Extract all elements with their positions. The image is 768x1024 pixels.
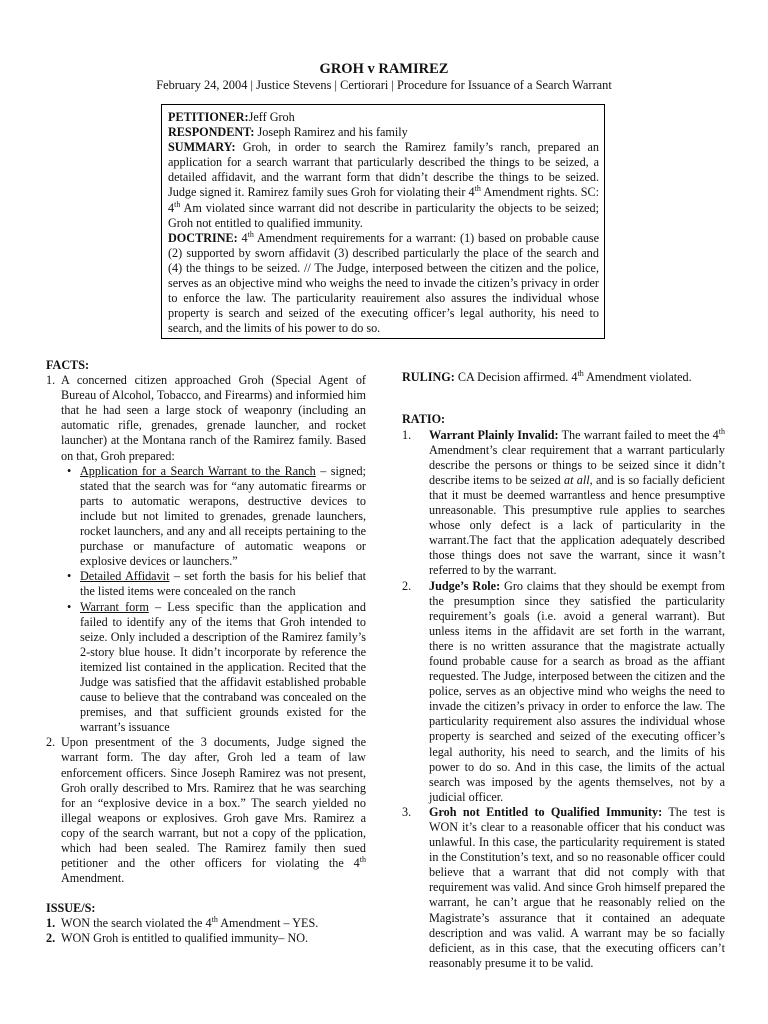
ratio-3-text: The test is WON it’s clear to a reasonable officer that his conduct was unlawful. In this case, the particularity requirement is stated in the Constitution’s text, and so no reasonable officer could believe that a warrant that did not comply with that requirement was valid. And since Groh himself prepared the warrant, he can’t argue that he reasonably relied on the Magistrate’s assurance that it contained an adequate description and was valid. A warrant may be so facially deficient, as in this case, that the executing officers can’t reasonably presume it to be valid. <box>429 804 725 970</box>
ruling-text-b: Amendment violated. <box>583 370 692 385</box>
list-number: 2. <box>46 735 56 750</box>
ratio-1-text-b: Amendment’s clear requirement that a warrant particularly describe the persons or things to be seized since it didn’t describe items to be seized <box>429 442 725 487</box>
ratio-heading: RATIO: <box>402 412 446 427</box>
ratio-2-text: Gro claims that they should be exempt from the presumption since they satisfied the particularity requirement’s goals (i.e. avoid a general warrant). But unless items in the affidavit are set forth in the warrant, there is no written assurance that the magistrate actually found probable cause for a search as broad as the affiant requested. The Judge, interposed between the citizen and the police, serves as an objective mind who weighs the need to invade the citizen’s privacy in order to enforce the law. The particularity requirement also assures the individual whose property is searched and seized of the executing officer’s legal authority, his need to search, and the limits of his power to do so. And in this case, the limits of the actual search was imposed by the agents themselves, not by a judicial officer. <box>429 578 725 804</box>
ratio-1-text-c: and is so facially deficient that it must be deemed warrantless and hence presumptive unreasonable. This presumptive rule applies to searches whose only defect is a lack of particularity in the warrant.The fact that the application adequately described those things does not save the warrant, since it wasn’t referred to by the warrant. <box>429 472 725 578</box>
summary-text-b: Amendment rights. SC: 4 <box>168 185 599 215</box>
ratio-list <box>402 428 725 971</box>
sup-th: th <box>577 369 584 379</box>
summary-label: SUMMARY: <box>168 140 236 155</box>
issue-item-2 <box>46 931 366 946</box>
case-subtitle: February 24, 2004 | Justice Stevens | Certiorari | Procedure for Issuance of a Search Warrant <box>156 78 612 92</box>
respondent-label: RESPONDENT: <box>168 125 255 140</box>
ratio-item-2 <box>402 579 725 805</box>
issue-item-1 <box>46 916 366 931</box>
list-number: 3. <box>402 804 412 819</box>
facts-bullets <box>61 464 366 736</box>
ratio-2-label: Judge’s Role: <box>429 578 501 593</box>
facts-item-2-text: Upon presentment of the 3 documents, Judge signed the warrant form. The day after, Groh led a team of law enforcement officers. Since Joseph Ramirez was not present, Groh orally described to Mrs. Ramirez that he was searching for an “explosive device in a box.” The search yielded no illegal weapons or explosives. Groh gave Mrs. Ramirez a copy of the search warrant, but not a copy of the pplication, which had been sealed. The Ramirez family then sued petitioner and the other officers for violating the 4 <box>61 735 366 871</box>
doctrine-paragraph <box>168 231 599 337</box>
ratio-1-italic: at all, <box>564 472 593 487</box>
bullet-application-text: – signed; stated that the search was for “any automatic firearms or parts to automatic werapons, destructive devices to include but not limited to grenades, grenade launchers, rocket launchers, and any and all receipts pertaining to the purchase or manufacture of automatic weapons or explosive devices or launchers.” <box>80 463 366 569</box>
bullet-warrant-form <box>61 600 366 736</box>
sup-th: th <box>211 915 218 925</box>
bullet-affidavit <box>61 569 366 599</box>
summary-text-c: Am violated since warrant did not describe in particularity the objects to be seized; Groh not entitled to qualified immunity. <box>168 200 599 230</box>
ratio-3-label: Groh not Entitled to Qualified Immunity: <box>429 804 663 819</box>
list-number: 2. <box>402 578 412 593</box>
issue-1-text-a: WON the search violated the 4 <box>61 916 212 931</box>
issues-heading: ISSUE/S: <box>46 901 96 916</box>
facts-item-1 <box>46 373 366 735</box>
petitioner-label: PETITIONER: <box>168 110 249 124</box>
ratio-1-text-a: The warrant failed to meet the 4 <box>558 427 719 442</box>
sup-th: th <box>718 426 725 436</box>
case-title: GROH v RAMIREZ <box>319 61 449 77</box>
bullet-application-label: Application for a Search Warrant to the Ranch <box>80 463 316 478</box>
list-number: 1. <box>402 427 412 442</box>
list-number: 2. <box>46 931 56 946</box>
spacer <box>402 397 725 412</box>
right-column <box>402 358 725 971</box>
facts-item-2-tail: Amendment. <box>61 871 125 886</box>
spacer <box>46 886 366 901</box>
petitioner-line <box>168 110 599 125</box>
bullet-application <box>61 464 366 570</box>
sup-th: th <box>474 184 481 194</box>
summary-paragraph <box>168 140 599 231</box>
left-column <box>46 358 366 947</box>
ratio-item-1 <box>402 428 725 579</box>
bullet-icon: • <box>67 463 72 478</box>
ratio-item-3 <box>402 805 725 971</box>
facts-item-2 <box>46 735 366 886</box>
issue-2-text: WON Groh is entitled to qualified immunity– NO. <box>61 931 309 946</box>
ruling-label: RULING: <box>402 370 455 385</box>
issues-list <box>46 916 366 946</box>
bullet-icon: • <box>67 599 72 614</box>
respondent-line <box>168 125 599 140</box>
ruling-line <box>402 370 725 385</box>
petitioner-value: Jeff Groh <box>248 110 295 124</box>
sup-th: th <box>247 229 254 239</box>
summary-box <box>161 104 605 339</box>
sup-th: th <box>359 855 366 865</box>
doctrine-text-a: 4 <box>237 230 248 245</box>
respondent-value: Joseph Ramirez and his family <box>254 125 408 140</box>
doctrine-label: DOCTRINE: <box>168 230 238 245</box>
list-number: 1. <box>46 373 56 388</box>
bullet-icon: • <box>67 569 72 584</box>
issue-1-text-b: Amendment – YES. <box>217 916 319 931</box>
doctrine-text-b: Amendment requirements for a warrant: (1) based on probable cause (2) supported by sworn affidavit (3) described particularly the place of the search and (4) the things to be seized. // The Judge, interposed between the citizen and the police, serves as an objective mind who weighs the need to invade the citizen’s privacy in order to enforce the law. The particularity reauirement also assures the individual whose property is search and seized of the executing officer’s legal authority, his need to search, and the limits of his power to do so. <box>168 230 599 336</box>
summary-text-a: Groh, in order to search the Ramirez family’s ranch, prepared an application for a search warrant that particularly described the things to be seized, a detailed affidavit, and the warrant form that didn’t describe the things to be seized. Judge signed it. Ramirez family sues Groh for violating their 4 <box>168 140 599 200</box>
facts-heading: FACTS: <box>46 358 90 372</box>
bullet-affidavit-label: Detailed Affidavit <box>80 569 170 584</box>
facts-item-1-text: A concerned citizen approached Groh (Special Agent of Bureau of Alcohol, Tobacco, and Firearms) and informied him that he had seen a large stock of weaponry (including an automatic rifle, grenades, grenade launcher, and rocket launcher) at the Montana ranch of the Ramirez family. Based on that, Groh prepared: <box>61 373 366 463</box>
bullet-warrant-form-text: – Less specific than the application and failed to identify any of the items that Groh intended to seize. Only included a description of the Ramirez family’s 2-story blue house. It didn’t incorporate by reference the itemized list contained in the application. Recited that the Judge was satisfied that the affidavit established probable cause to believe that the contraband was concealed on the premises, and that sufficient grounds existed for the warrant’s issuance <box>80 599 366 735</box>
ruling-text-a: CA Decision affirmed. 4 <box>454 370 578 385</box>
facts-list <box>46 373 366 886</box>
bullet-warrant-form-label: Warrant form <box>80 599 149 614</box>
sup-th: th <box>174 199 181 209</box>
bullet-affidavit-text: – set forth the basis for his belief that the listed items were concealed on the ranch <box>80 569 366 599</box>
ratio-1-label: Warrant Plainly Invalid: <box>429 427 559 442</box>
list-number: 1. <box>46 916 56 931</box>
